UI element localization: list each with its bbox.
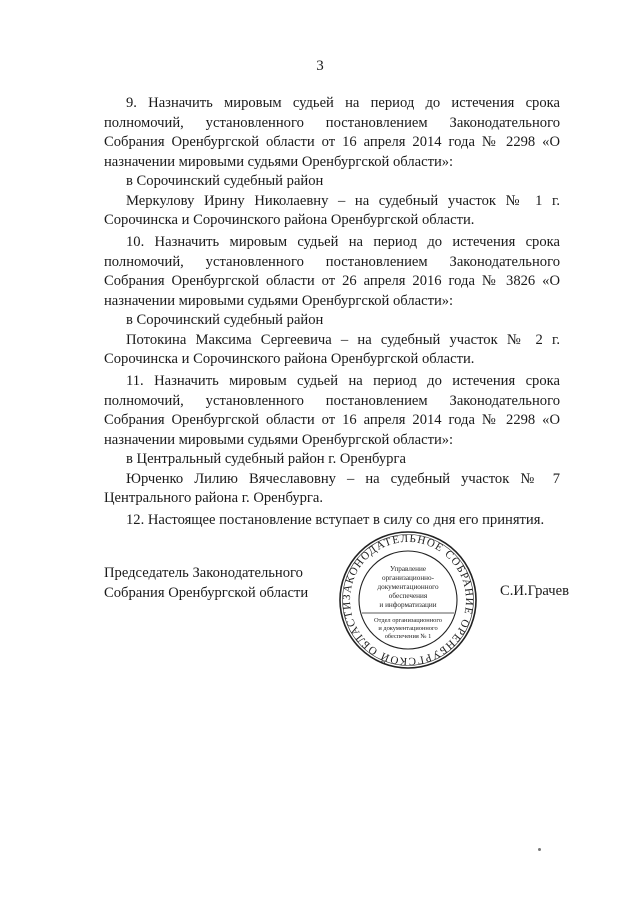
- scan-speck: [538, 848, 541, 851]
- seal-line-6: Отдел организационного: [374, 617, 442, 624]
- clause-12: [104, 511, 560, 531]
- clause-9: [104, 94, 560, 231]
- clause-9-body: 9. Назначить мировым судьей на период до истечения срока полномочий, установленного постановлением Законодательного Собрания Оренбургской области от 16 апреля 2014 года № 2298 «О назначении мировыми судьями Оренбургской области»:: [104, 95, 560, 170]
- seal-line-1: Управление: [389, 565, 427, 573]
- seal-line-8: обеспечения № 1: [384, 633, 432, 640]
- seal-line-3: документационного: [377, 583, 439, 591]
- seal-graphic: [338, 530, 478, 670]
- seal-line-4: обеспечения: [388, 592, 428, 600]
- clause-10-district: в Сорочинский судебный район: [126, 312, 324, 328]
- clause-11-appointee: Юрченко Лилию Вячеславовну – на судебный участок № 7 Центрального района г. Оренбурга.: [104, 470, 560, 506]
- clause-10: [104, 233, 560, 370]
- clause-10-body: 10. Назначить мировым судьей на период до истечения срока полномочий, установленного постановлением Законодательного Собрания Оренбургской области от 26 апреля 2016 года № 3826 «О назначении мировыми судьями Оренбургской области»:: [104, 234, 560, 309]
- signatory-title-line-2: Собрания Оренбургской области: [104, 584, 309, 601]
- seal-outer-ring-text: ЗАКОНОДАТЕЛЬНОЕ СОБРАНИЕ ОРЕНБУРГСКОЙ ОБЛАСТИ: [340, 532, 476, 668]
- clause-10-appointee: Потокина Максима Сергеевича – на судебный участок № 2 г. Сорочинска и Сорочинского района Оренбургской области.: [104, 331, 560, 367]
- page-number: 3: [316, 58, 324, 74]
- signatory-title-line-1: Председатель Законодательного: [104, 565, 303, 581]
- clause-12-body: 12. Настоящее постановление вступает в силу со дня его принятия.: [126, 512, 545, 528]
- seal-line-5: и информатизации: [379, 601, 437, 609]
- clause-11-body: 11. Назначить мировым судьей на период до истечения срока полномочий, установленного постановлением Законодательного Собрания Оренбургской области от 16 апреля 2014 года № 2298 «О назначении мировыми судьями Оренбургской области»:: [104, 373, 560, 448]
- clause-11: [104, 372, 560, 509]
- seal-line-2: организационно-: [381, 574, 435, 582]
- signatory-name: С.И.Грачев: [500, 583, 569, 599]
- clause-11-district: в Центральный судебный район г. Оренбурга: [126, 451, 406, 467]
- clause-9-district: в Сорочинский судебный район: [126, 173, 324, 189]
- seal-line-7: и документационного: [378, 625, 438, 632]
- clause-9-appointee: Меркулову Ирину Николаевну – на судебный участок № 1 г. Сорочинска и Сорочинского района Оренбургской области.: [104, 192, 560, 228]
- signatory-title: [104, 564, 308, 603]
- official-seal: [338, 530, 478, 670]
